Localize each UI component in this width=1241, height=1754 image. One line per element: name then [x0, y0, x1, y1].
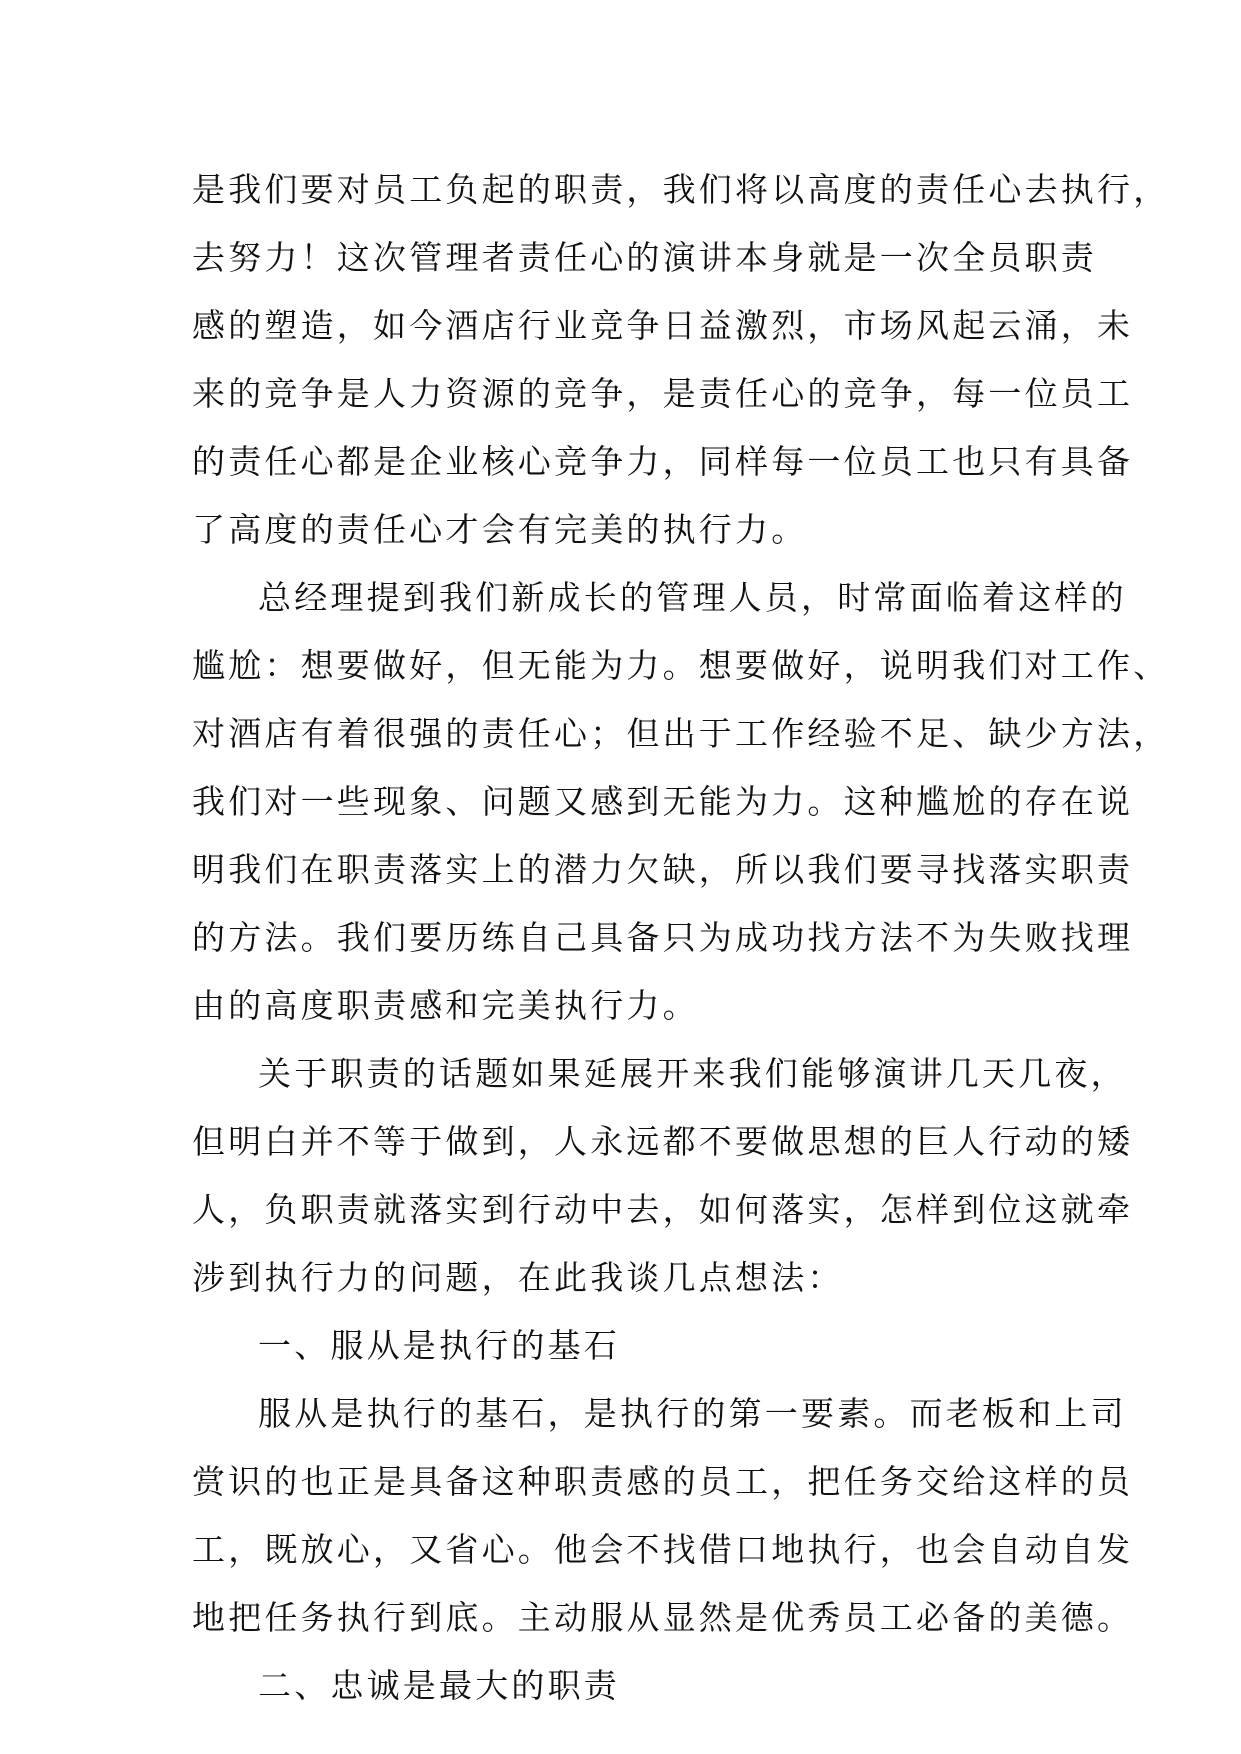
body-text-line: 感的塑造，如今酒店行业竞争日益激烈，市场风起云涌，未	[192, 306, 1134, 345]
body-text-line: 去努力！这次管理者责任心的演讲本身就是一次全员职责	[192, 238, 1097, 277]
body-text-line: 但明白并不等于做到，人永远都不要做思想的巨人行动的矮	[192, 1122, 1134, 1161]
body-text-line: 由的高度职责感和完美执行力。	[192, 986, 699, 1025]
body-text-line: 来的竞争是人力资源的竞争，是责任心的竞争，每一位员工	[192, 374, 1134, 413]
paragraph-first-line: 总经理提到我们新成长的管理人员，时常面临着这样的	[258, 578, 1127, 617]
body-text-line: 了高度的责任心才会有完美的执行力。	[192, 510, 808, 549]
body-text-line: 我们对一些现象、问题又感到无能为力。这种尴尬的存在说	[192, 782, 1134, 821]
body-text-line: 人，负职责就落实到行动中去，如何落实，怎样到位这就牵	[192, 1190, 1134, 1229]
body-text-line: 是我们要对员工负起的职责，我们将以高度的责任心去执行，	[192, 170, 1170, 209]
body-text-line: 工，既放心，又省心。他会不找借口地执行，也会自动自发	[192, 1530, 1134, 1569]
paragraph-first-line: 关于职责的话题如果延展开来我们能够演讲几天几夜，	[258, 1054, 1127, 1093]
body-text-line: 赏识的也正是具备这种职责感的员工，把任务交给这样的员	[192, 1462, 1134, 1501]
body-text-line: 的方法。我们要历练自己具备只为成功找方法不为失败找理	[192, 918, 1134, 957]
body-text-line: 明我们在职责落实上的潜力欠缺，所以我们要寻找落实职责	[192, 850, 1134, 889]
section-heading: 一、服从是执行的基石	[258, 1326, 620, 1365]
section-heading: 二、忠诚是最大的职责	[258, 1666, 620, 1705]
body-text-line: 对酒店有着很强的责任心；但出于工作经验不足、缺少方法，	[192, 714, 1170, 753]
body-text-line: 尴尬：想要做好，但无能为力。想要做好，说明我们对工作、	[192, 646, 1170, 685]
paragraph-first-line: 服从是执行的基石，是执行的第一要素。而老板和上司	[258, 1394, 1127, 1433]
body-text-line: 的责任心都是企业核心竞争力，同样每一位员工也只有具备	[192, 442, 1134, 481]
body-text-line: 地把任务执行到底。主动服从显然是优秀员工必备的美德。	[192, 1598, 1134, 1637]
body-text-line: 涉到执行力的问题，在此我谈几点想法：	[192, 1258, 844, 1297]
